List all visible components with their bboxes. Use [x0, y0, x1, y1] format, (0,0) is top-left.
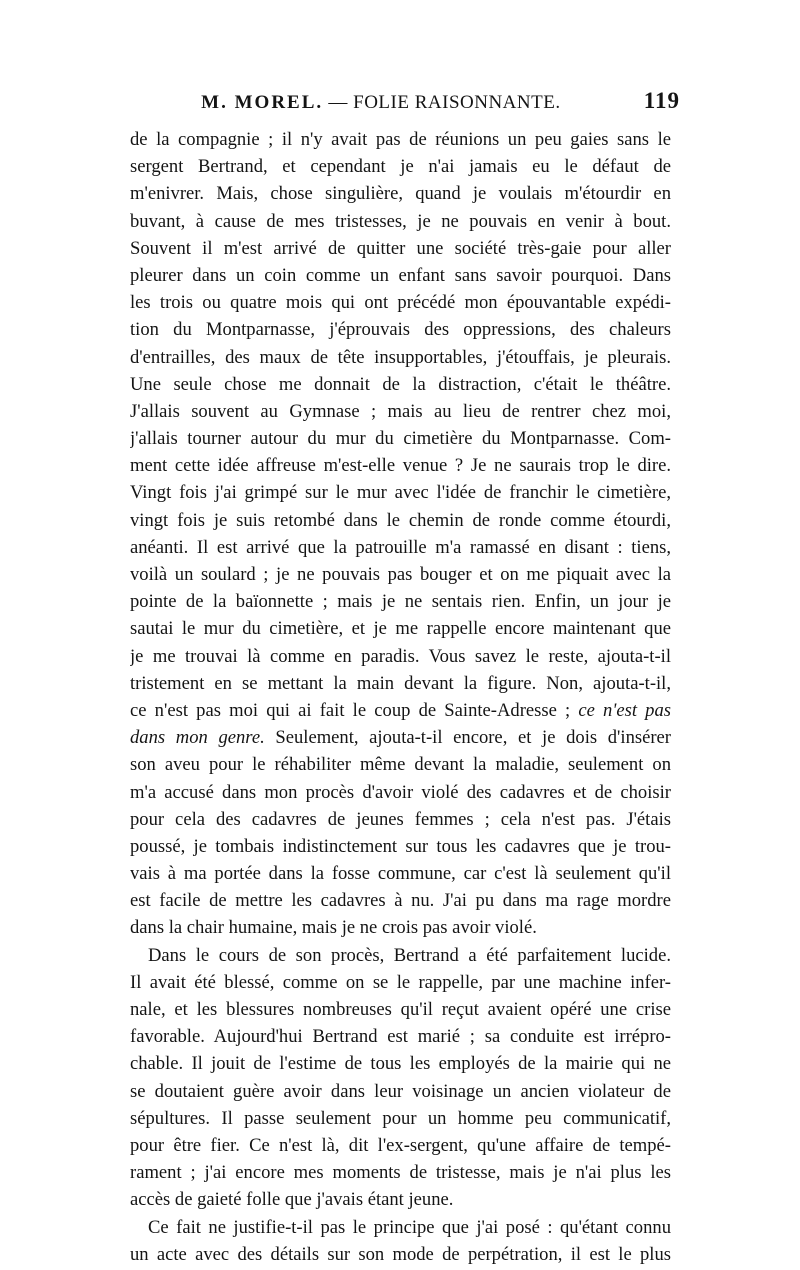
text-line-content: d'entrailles, des maux de tête insupportables, j'étouffais, je pleurais. [130, 346, 671, 368]
text-line [130, 1105, 671, 1132]
text-line-content: pointe de la baïonnette ; mais je ne sentais rien. Enfin, un jour je [130, 591, 671, 613]
text-line-content: nale, et les blessures nombreuses qu'il reçut avaient opéré une crise [130, 999, 671, 1020]
text-line-content: anéanti. Il est arrivé que la patrouille m'a ramassé en disant : tiens, [130, 536, 671, 558]
text-line-content: m'a accusé dans mon procès d'avoir violé des cadavres et de choisir [130, 781, 671, 803]
text-line-content: sépultures. Il passe seulement pour un homme peu communicatif, [130, 1107, 671, 1129]
text-line [130, 724, 671, 751]
text-line [130, 1078, 671, 1105]
text-line [130, 969, 671, 996]
text-line-content: J'allais souvent au Gymnase ; mais au lieu de rentrer chez moi, [130, 400, 671, 422]
text-line-content: sergent Bertrand, et cependant je n'ai jamais eu le défaut de [130, 156, 671, 178]
text-line [130, 180, 671, 207]
text-line [130, 670, 671, 697]
text-line [130, 914, 671, 941]
italic-phrase: ce n'est pas [578, 699, 671, 721]
page-number: 119 [643, 88, 680, 113]
text-line-content: pour être fier. Ce n'est là, dit l'ex-sergent, qu'une affaire de tempé- [130, 1134, 671, 1156]
text-line [130, 1132, 671, 1159]
text-line-content: les trois ou quatre mois qui ont précédé mon épouvantable expédi- [130, 292, 671, 314]
text-line-content: tion du Montparnasse, j'éprouvais des oppressions, des chaleurs [130, 319, 671, 341]
text-line-content: pleurer dans un coin comme un enfant sans savoir pourquoi. Dans [130, 264, 671, 286]
text-line-content: ment cette idée affreuse m'est-elle venue ? Je ne saurais trop le dire. [130, 455, 671, 477]
italic-phrase: dans mon genre. [130, 727, 265, 749]
text-line [130, 561, 671, 588]
text-line [130, 344, 671, 371]
text-line-content: Vingt fois j'ai grimpé sur le mur avec l'idée de franchir le cimetière, [130, 482, 671, 504]
text-line [130, 1214, 671, 1241]
text-line-content: un acte avec des détails sur son mode de perpétration, il est le plus [130, 1243, 671, 1265]
text-line-content: Il avait été blessé, comme on se le rappelle, par une machine infer- [130, 971, 671, 993]
text-line [130, 1186, 671, 1213]
text-line-content: accès de gaieté folle que j'avais étant jeune. [130, 1189, 454, 1211]
text-line-content: se doutaient guère avoir dans leur voisinage un ancien violateur de [130, 1080, 671, 1102]
text-line-content: vais à ma portée dans la fosse commune, car c'est là seulement qu'il [130, 863, 671, 885]
text-line [130, 1050, 671, 1077]
running-head-separator: — [328, 92, 348, 113]
text-line [130, 1241, 671, 1268]
running-head [118, 92, 644, 114]
text-line [130, 996, 671, 1023]
text-line [130, 751, 671, 778]
text-line [130, 425, 671, 452]
text-line [130, 643, 671, 670]
text-line [130, 534, 671, 561]
text-line [130, 615, 671, 642]
text-line-content: est facile de mettre les cadavres à nu. J'ai pu dans ma rage mordre [130, 890, 671, 912]
text-line [130, 262, 671, 289]
text-line-content: Une seule chose me donnait de la distraction, c'était le théâtre. [130, 373, 671, 395]
text-line-content: de la compagnie ; il n'y avait pas de réunions un peu gaies sans le [130, 129, 671, 150]
text-line-content: vingt fois je suis retombé dans le chemin de ronde comme étourdi, [130, 509, 671, 531]
text-line [130, 806, 671, 833]
text-line-content: je me trouvai là comme en paradis. Vous savez le reste, ajouta-t-il [130, 645, 671, 667]
text-line [130, 371, 671, 398]
text-line-content: Souvent il m'est arrivé de quitter une société très-gaie pour aller [130, 237, 671, 259]
text-line-content: ce n'est pas moi qui ai fait le coup de Sainte-Adresse ; [130, 699, 571, 721]
text-line [130, 779, 671, 806]
text-line [130, 126, 671, 153]
text-line [130, 398, 671, 425]
text-line-content: chable. Il jouit de l'estime de tous les employés de la mairie qui ne [130, 1053, 671, 1075]
text-line [130, 479, 671, 506]
text-line [130, 289, 671, 316]
text-line [130, 588, 671, 615]
text-line-content: pour cela des cadavres de jeunes femmes ; cela n'est pas. J'étais [130, 808, 671, 830]
text-line [130, 942, 671, 969]
text-line [130, 316, 671, 343]
text-line-content: j'allais tourner autour du mur du cimetière du Montparnasse. Com- [130, 428, 671, 450]
text-line-content: tristement en se mettant la main devant la figure. Non, ajouta-t-il, [130, 672, 671, 694]
text-line-content: Dans le cours de son procès, Bertrand a été parfaitement lucide. [148, 944, 671, 966]
text-line-content: Ce fait ne justifie-t-il pas le principe que j'ai posé : qu'étant connu [148, 1216, 671, 1238]
text-line [130, 1159, 671, 1186]
text-line-content: favorable. Aujourd'hui Bertrand est marié ; sa conduite est irrépro- [130, 1026, 671, 1048]
text-line [130, 887, 671, 914]
text-line [130, 153, 671, 180]
text-line [130, 833, 671, 860]
text-line [130, 697, 671, 724]
text-line-content: son aveu pour le réhabiliter même devant la maladie, seulement on [130, 754, 671, 776]
page-header [118, 88, 684, 118]
text-line-content: sautai le mur du cimetière, et je me rappelle encore maintenant que [130, 618, 671, 640]
text-line-content: buvant, à cause de mes tristesses, je ne pouvais en venir à bout. [130, 210, 671, 232]
text-line-content: dans la chair humaine, mais je ne crois pas avoir violé. [130, 917, 537, 939]
text-line [130, 452, 671, 479]
text-line [130, 507, 671, 534]
text-line [130, 208, 671, 235]
text-line-content: poussé, je tombais indistinctement sur tous les cadavres que je trou- [130, 835, 671, 857]
running-head-author: M. MOREL. [201, 92, 324, 113]
running-head-title: FOLIE RAISONNANTE. [353, 92, 561, 113]
text-line [130, 235, 671, 262]
text-line [130, 860, 671, 887]
text-line [130, 1023, 671, 1050]
text-line-continuation: Seulement, ajouta-t-il encore, et je dois d'insérer [264, 727, 671, 749]
text-line-content: rament ; j'ai encore mes moments de tristesse, mais je n'ai plus les [130, 1162, 671, 1184]
text-line-content: m'enivrer. Mais, chose singulière, quand je voulais m'étourdir en [130, 183, 671, 205]
body-text [130, 126, 671, 1268]
text-line-content: voilà un soulard ; je ne pouvais pas bouger et on me piquait avec la [130, 564, 671, 585]
